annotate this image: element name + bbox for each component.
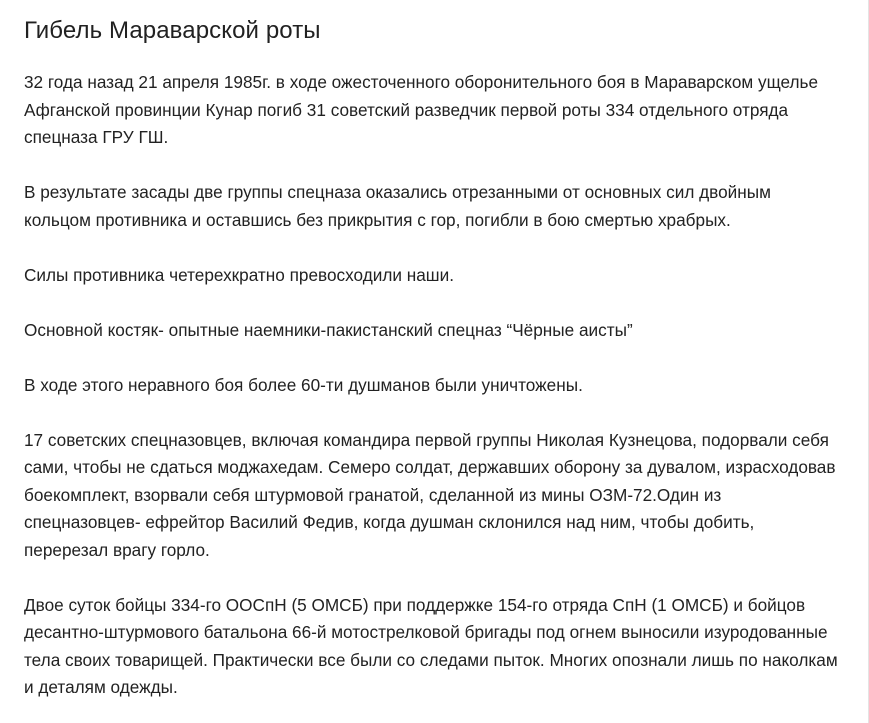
article-paragraph: В ходе этого неравного боя более 60-ти душманов были уничтожены. [24,374,583,395]
article-title: Гибель Мараварской роты [24,17,321,44]
article-paragraph: Основной костяк- опытные наемники-пакистанский спецназ “Чёрные аисты” [24,319,633,340]
article-paragraph: Двое суток бойцы 334-го ООСпН (5 ОМСБ) при поддержке 154-го отряда СпН (1 ОМСБ) и бойцов десантно-штурмового батальона 66-й мотострелковой бригады под огнем выносили изуродованные тела своих товарищей. Практически все были со следами пыток. Многих опознали лишь по наколкам и деталям одежды. [24,594,838,697]
article-paragraph: Силы противника четерехкратно превосходили наши. [24,264,454,285]
article-paragraph: В результате засады две группы спецназа оказались отрезанными от основных сил двойным кольцом противника и оставшись без прикрытия с гор, погибли в бою смертью храбрых. [24,182,771,230]
article-paragraph: 17 советских спецназовцев, включая командира первой группы Николая Кузнецова, подорвали себя сами, чтобы не сдаться моджахедам. Семеро солдат, державших оборону за дувалом, израсходовав боекомплект, взорвали себя штурмовой гранатой, сделанной из мины ОЗМ-72.Один из спецназовцев- ефрейтор Василий Федив, когда душман склонился над ним, чтобы добить, перерезал врагу горло. [24,429,836,560]
article-paragraph: 32 года назад 21 апреля 1985г. в ходе ожесточенного оборонительного боя в Мараварском ущелье Афганской провинции Кунар погиб 31 советский разведчик первой роты 334 отдельного отряда спецназа ГРУ ГШ. [24,72,819,147]
article [24,14,839,702]
